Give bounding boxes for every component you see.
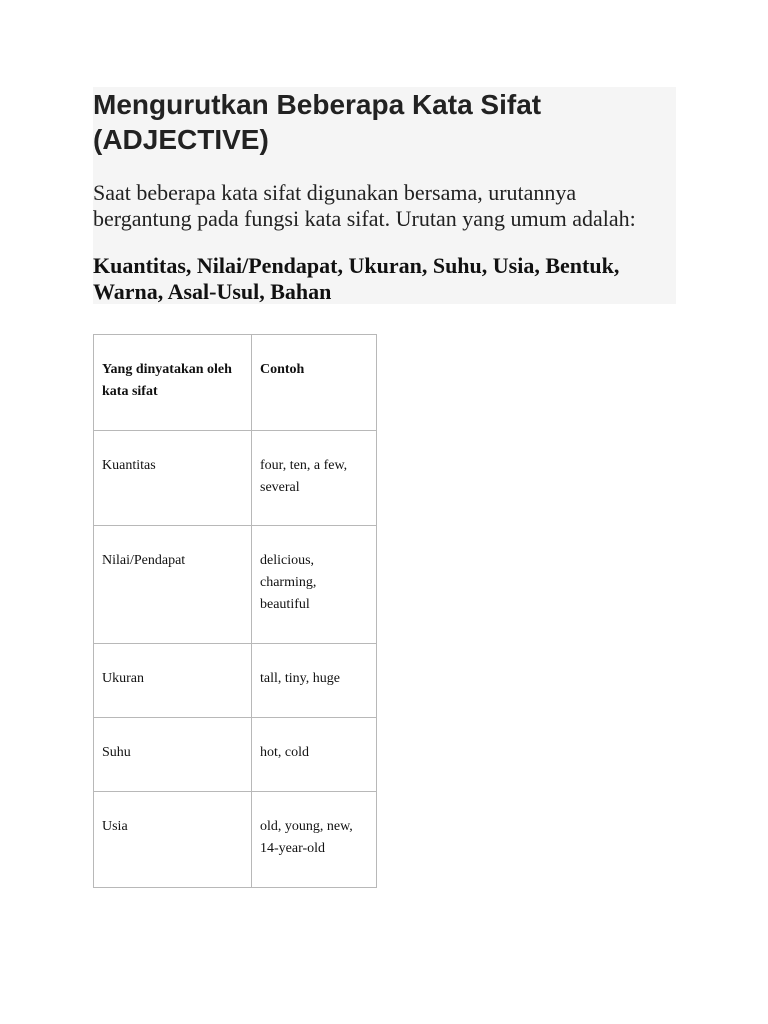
table-row xyxy=(94,718,377,792)
table-cell-example: old, young, new, 14-year-old xyxy=(252,792,377,888)
table-cell-function: Usia xyxy=(94,792,252,888)
table-cell-function: Suhu xyxy=(94,718,252,792)
table-cell-function: Ukuran xyxy=(94,644,252,718)
table-cell-example: hot, cold xyxy=(252,718,377,792)
adjective-order-list: Kuantitas, Nilai/Pendapat, Ukuran, Suhu, Usia, Bentuk, Warna, Asal-Usul, Bahan xyxy=(93,253,620,304)
table-cell-example: delicious, charming, beautiful xyxy=(252,526,377,644)
intro-paragraph: Saat beberapa kata sifat digunakan bersama, urutannya bergantung pada fungsi kata sifat. Urutan yang umum adalah: xyxy=(93,180,636,231)
header-cell-example: Contoh xyxy=(252,335,377,431)
table-row xyxy=(94,792,377,888)
table-cell-example: four, ten, a few, several xyxy=(252,431,377,526)
adjective-order-table xyxy=(93,334,377,888)
page-title: Mengurutkan Beberapa Kata Sifat (ADJECTIVE) xyxy=(93,89,542,155)
table-row xyxy=(94,526,377,644)
table-cell-function: Kuantitas xyxy=(94,431,252,526)
table-cell-example: tall, tiny, huge xyxy=(252,644,377,718)
table-header-row xyxy=(94,335,377,431)
table-row xyxy=(94,644,377,718)
header-cell-function: Yang dinyatakan oleh kata sifat xyxy=(94,335,252,431)
table-row xyxy=(94,431,377,526)
table-cell-function: Nilai/Pendapat xyxy=(94,526,252,644)
